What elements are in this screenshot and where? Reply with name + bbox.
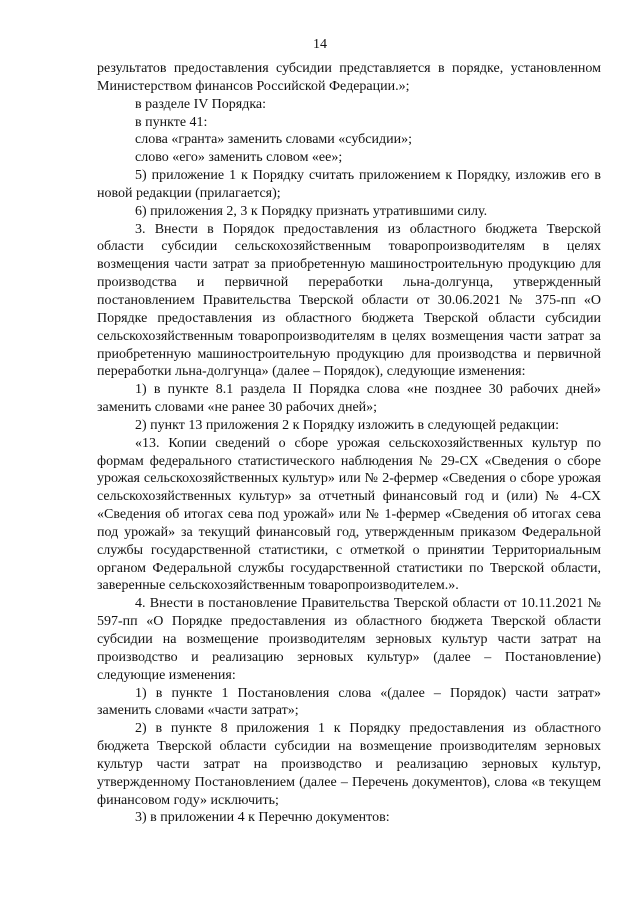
paragraph-item-6: 6) приложения 2, 3 к Порядку признать утратившими силу. <box>135 203 488 219</box>
paragraph-continuation: результатов предоставления субсидии представляется в порядке, установленном Министерством финансов Российской Федерации.»; <box>97 61 601 94</box>
paragraph-replace-ego: слово «его» заменить словом «ее»; <box>135 150 343 166</box>
paragraph-quoted-point-13: «13. Копии сведений о сборе урожая сельскохозяйственных культур по формам федерального статистического наблюдения № 29-СХ «Сведения о сборе урожая сельскохозяйственных культур» или № 2-фермер «Сведения о сборе урожая сельскохозяйственных культур» за отчетный финансовый год и (или) № 4-СХ «Сведения об итогах сева под урожай» или № 1-фермер «Сведения об итогах сева под урожай» за текущий финансовый год, утвержденным приказом Федеральной службы государственной статистики, с отметкой о принятии Территориальным органом Федеральной службы государственной статистики по Тверской области, заверенные сельскохозяйственным товаропроизводителем.». <box>97 435 601 594</box>
paragraph-section-3-item-2: 2) пункт 13 приложения 2 к Порядку изложить в следующей редакции: <box>135 417 559 433</box>
paragraph-section-4-item-1: 1) в пункте 1 Постановления слова «(далее – Порядок) части затрат» заменить словами «части затрат»; <box>97 685 601 719</box>
paragraph-point-41: в пункте 41: <box>135 114 208 130</box>
paragraph-section-4-item-3: 3) в приложении 4 к Перечню документов: <box>135 810 390 826</box>
paragraph-section-iv: в разделе IV Порядка: <box>135 96 267 112</box>
paragraph-section-4: 4. Внести в постановление Правительства Тверской области от 10.11.2021 № 597-пп «О Порядке предоставления из областного бюджета Тверской области субсидии на возмещение производителям зерновых культур части затрат на производство и реализацию зерновых культур» (далее – Постановление) следующие изменения: <box>97 596 601 683</box>
document-body <box>97 60 601 827</box>
page-number: 14 <box>313 37 327 52</box>
paragraph-section-3: 3. Внести в Порядок предоставления из областного бюджета Тверской области субсидии сельскохозяйственным товаропроизводителям в целях возмещения части затрат за приобретенную машиностроительную продукцию для производства и первичной переработки льна-долгунца, утвержденный постановлением Правительства Тверской области от 30.06.2021 № 375-пп «О Порядке предоставления из областного бюджета Тверской области субсидии сельскохозяйственным товаропроизводителям в целях возмещения части затрат за приобретенную машиностроительную продукцию для производства и первичной переработки льна-долгунца» (далее – Порядок), следующие изменения: <box>97 221 601 380</box>
paragraph-item-5: 5) приложение 1 к Порядку считать приложением к Порядку, изложив его в новой редакции (прилагается); <box>97 168 601 201</box>
paragraph-replace-grant: слова «гранта» заменить словами «субсидии»; <box>135 132 412 148</box>
paragraph-section-4-item-2: 2) в пункте 8 приложения 1 к Порядку предоставления из областного бюджета Тверской области субсидии на возмещение производителям зерновых культур части затрат на производство и реализацию зерновых культур, утвержденному Постановлением (далее – Перечень документов), слова «в текущем финансовом году» исключить; <box>97 721 601 808</box>
paragraph-section-3-item-1: 1) в пункте 8.1 раздела II Порядка слова «не позднее 30 рабочих дней» заменить словами «не ранее 30 рабочих дней»; <box>97 382 601 416</box>
